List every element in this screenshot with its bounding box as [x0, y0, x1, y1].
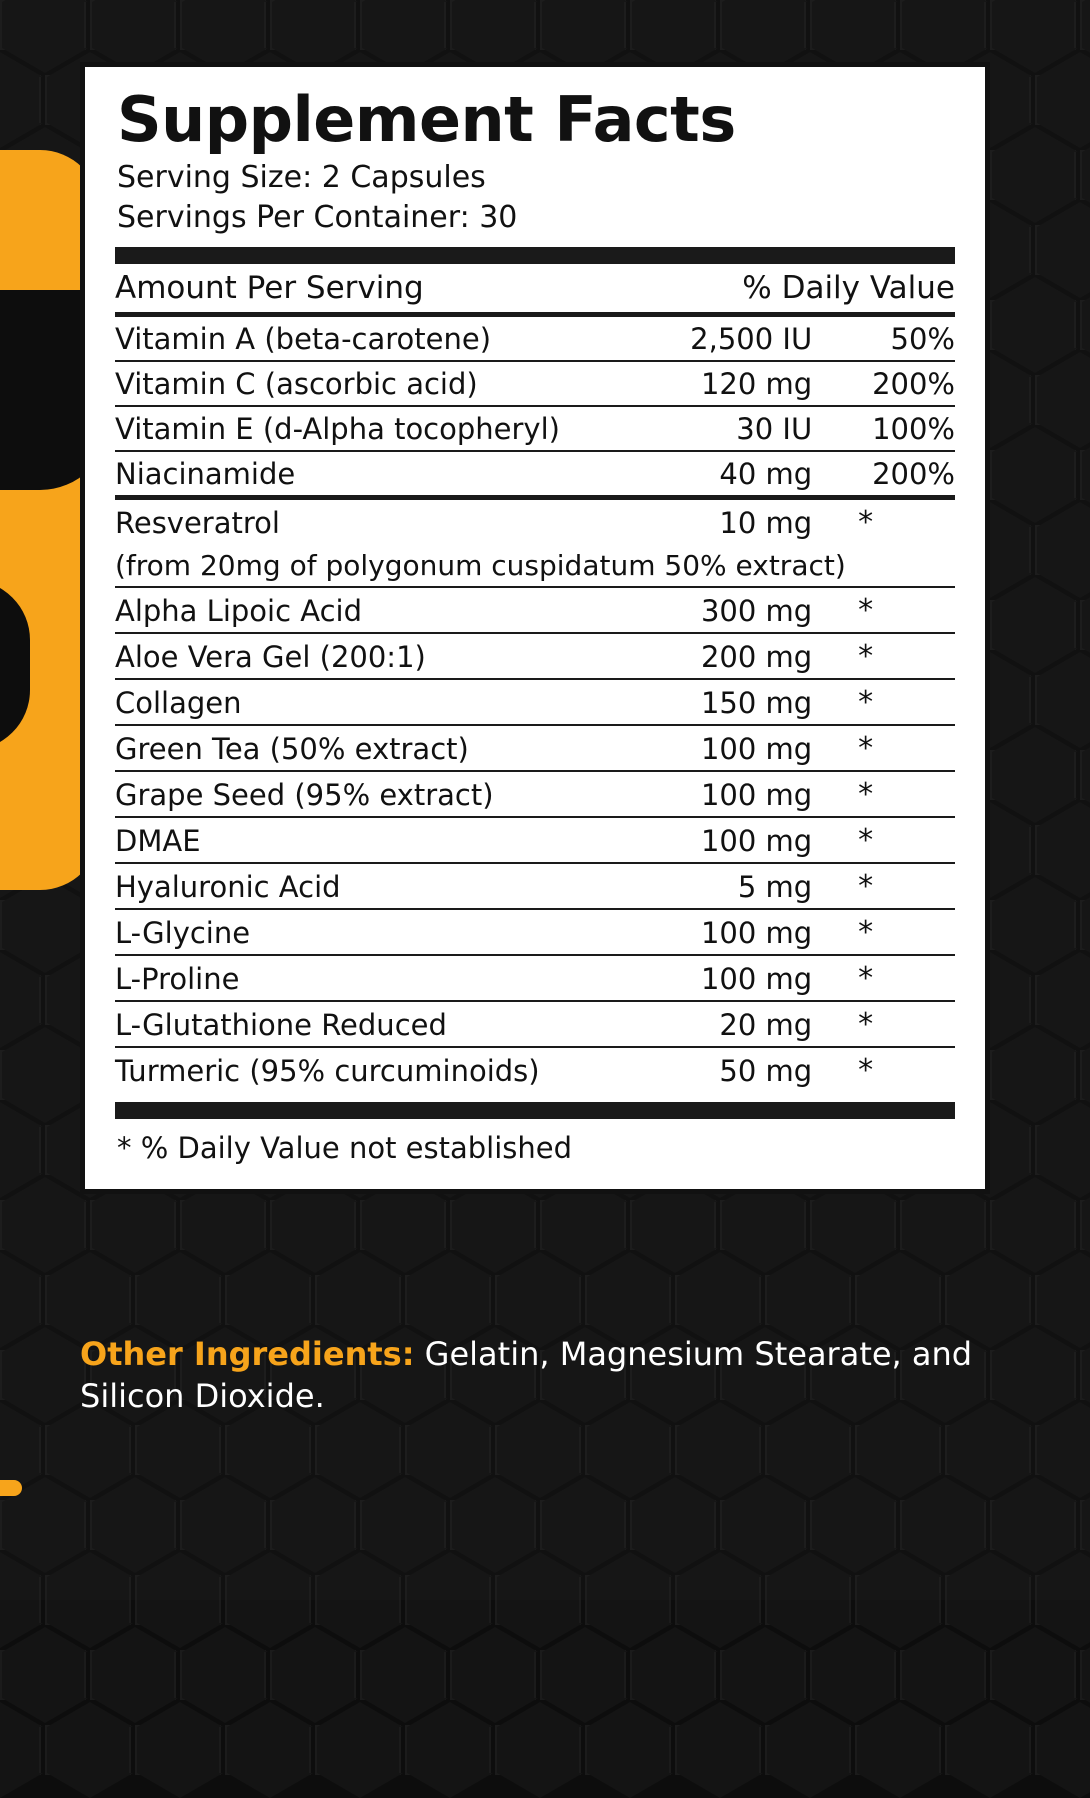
row-amount: 40 mg: [719, 457, 813, 492]
table-row: [115, 726, 955, 770]
other-ingredients-label: Other Ingredients:: [80, 1335, 415, 1373]
table-row: [115, 772, 955, 816]
row-amount: 30 IU: [736, 412, 813, 447]
row-nutrient-name: Collagen: [115, 686, 242, 721]
row-nutrient-name: Aloe Vera Gel (200:1): [115, 640, 426, 675]
row-daily-value: *: [858, 685, 874, 721]
row-amount: 100 mg: [700, 778, 813, 813]
other-ingredients: [80, 1334, 1010, 1417]
table-row: [115, 634, 955, 678]
row-daily-value: *: [858, 505, 874, 541]
daily-value-header: % Daily Value: [742, 270, 955, 307]
table-row: [115, 910, 955, 954]
divider-thick-bottom: [115, 1102, 955, 1119]
table-row: [115, 1002, 955, 1046]
row-amount: 100 mg: [700, 916, 813, 951]
row-amount: 200 mg: [700, 640, 813, 675]
row-daily-value: 100%: [872, 412, 955, 447]
table-row: [115, 362, 955, 405]
row-nutrient-name: Green Tea (50% extract): [115, 732, 469, 767]
row-daily-value: *: [858, 1053, 874, 1089]
row-amount: 5 mg: [737, 870, 813, 905]
row-daily-value: 50%: [890, 322, 955, 357]
row-daily-value: *: [858, 869, 874, 905]
row-daily-value: *: [858, 593, 874, 629]
table-row: [115, 500, 955, 544]
supplement-facts-panel: [80, 62, 990, 1194]
row-daily-value: *: [858, 961, 874, 997]
amount-per-serving-header: Amount Per Serving: [115, 270, 424, 307]
row-nutrient-name: Grape Seed (95% extract): [115, 778, 494, 813]
resveratrol-source-note: (from 20mg of polygonum cuspidatum 50% extract): [115, 549, 846, 583]
row-daily-value: *: [858, 823, 874, 859]
table-row: [115, 407, 955, 450]
row-daily-value: *: [858, 915, 874, 951]
row-nutrient-name: L-Glutathione Reduced: [115, 1008, 447, 1043]
row-nutrient-name: Vitamin C (ascorbic acid): [115, 367, 478, 402]
table-row: [115, 317, 955, 360]
row-nutrient-name: DMAE: [115, 824, 201, 859]
row-daily-value: 200%: [872, 367, 955, 402]
row-amount: 100 mg: [700, 824, 813, 859]
servings-per-container: Servings Per Container: 30: [117, 199, 518, 235]
row-amount: 100 mg: [700, 962, 813, 997]
row-nutrient-name: Turmeric (95% curcuminoids): [115, 1054, 540, 1089]
orange-accent-tick: [0, 1480, 22, 1496]
row-amount: 50 mg: [719, 1054, 813, 1089]
table-row: [115, 956, 955, 1000]
daily-value-footnote: * % Daily Value not established: [117, 1131, 573, 1166]
row-amount: 2,500 IU: [690, 322, 813, 357]
divider-thick-top: [115, 247, 955, 264]
row-daily-value: 200%: [872, 457, 955, 492]
other-ingredients-text: Gelatin, Magnesium Stearate, and Silicon Dioxide.: [80, 1335, 973, 1415]
table-row: [115, 452, 955, 495]
row-nutrient-name: Alpha Lipoic Acid: [115, 594, 362, 629]
table-row: [115, 864, 955, 908]
row-daily-value: *: [858, 731, 874, 767]
row-amount: 10 mg: [719, 506, 813, 541]
table-row: [115, 818, 955, 862]
facts-table: [115, 264, 955, 1092]
row-amount: 300 mg: [700, 594, 813, 629]
row-daily-value: *: [858, 639, 874, 675]
row-nutrient-name: Resveratrol: [115, 506, 280, 541]
table-row: [115, 680, 955, 724]
table-header-row: [115, 264, 955, 312]
panel-title: Supplement Facts: [117, 83, 736, 156]
row-nutrient-name: Hyaluronic Acid: [115, 870, 341, 905]
row-amount: 20 mg: [719, 1008, 813, 1043]
row-nutrient-name: Niacinamide: [115, 457, 296, 492]
row-nutrient-name: L-Proline: [115, 962, 240, 997]
row-daily-value: *: [858, 777, 874, 813]
table-subnote-row: [115, 544, 955, 586]
table-row: [115, 588, 955, 632]
row-nutrient-name: L-Glycine: [115, 916, 251, 951]
row-nutrient-name: Vitamin A (beta-carotene): [115, 322, 492, 357]
row-amount: 100 mg: [700, 732, 813, 767]
serving-size: Serving Size: 2 Capsules: [117, 160, 486, 196]
table-row: [115, 1048, 955, 1092]
row-amount: 150 mg: [700, 686, 813, 721]
row-nutrient-name: Vitamin E (d-Alpha tocopheryl): [115, 412, 560, 447]
row-amount: 120 mg: [700, 367, 813, 402]
row-daily-value: *: [858, 1007, 874, 1043]
